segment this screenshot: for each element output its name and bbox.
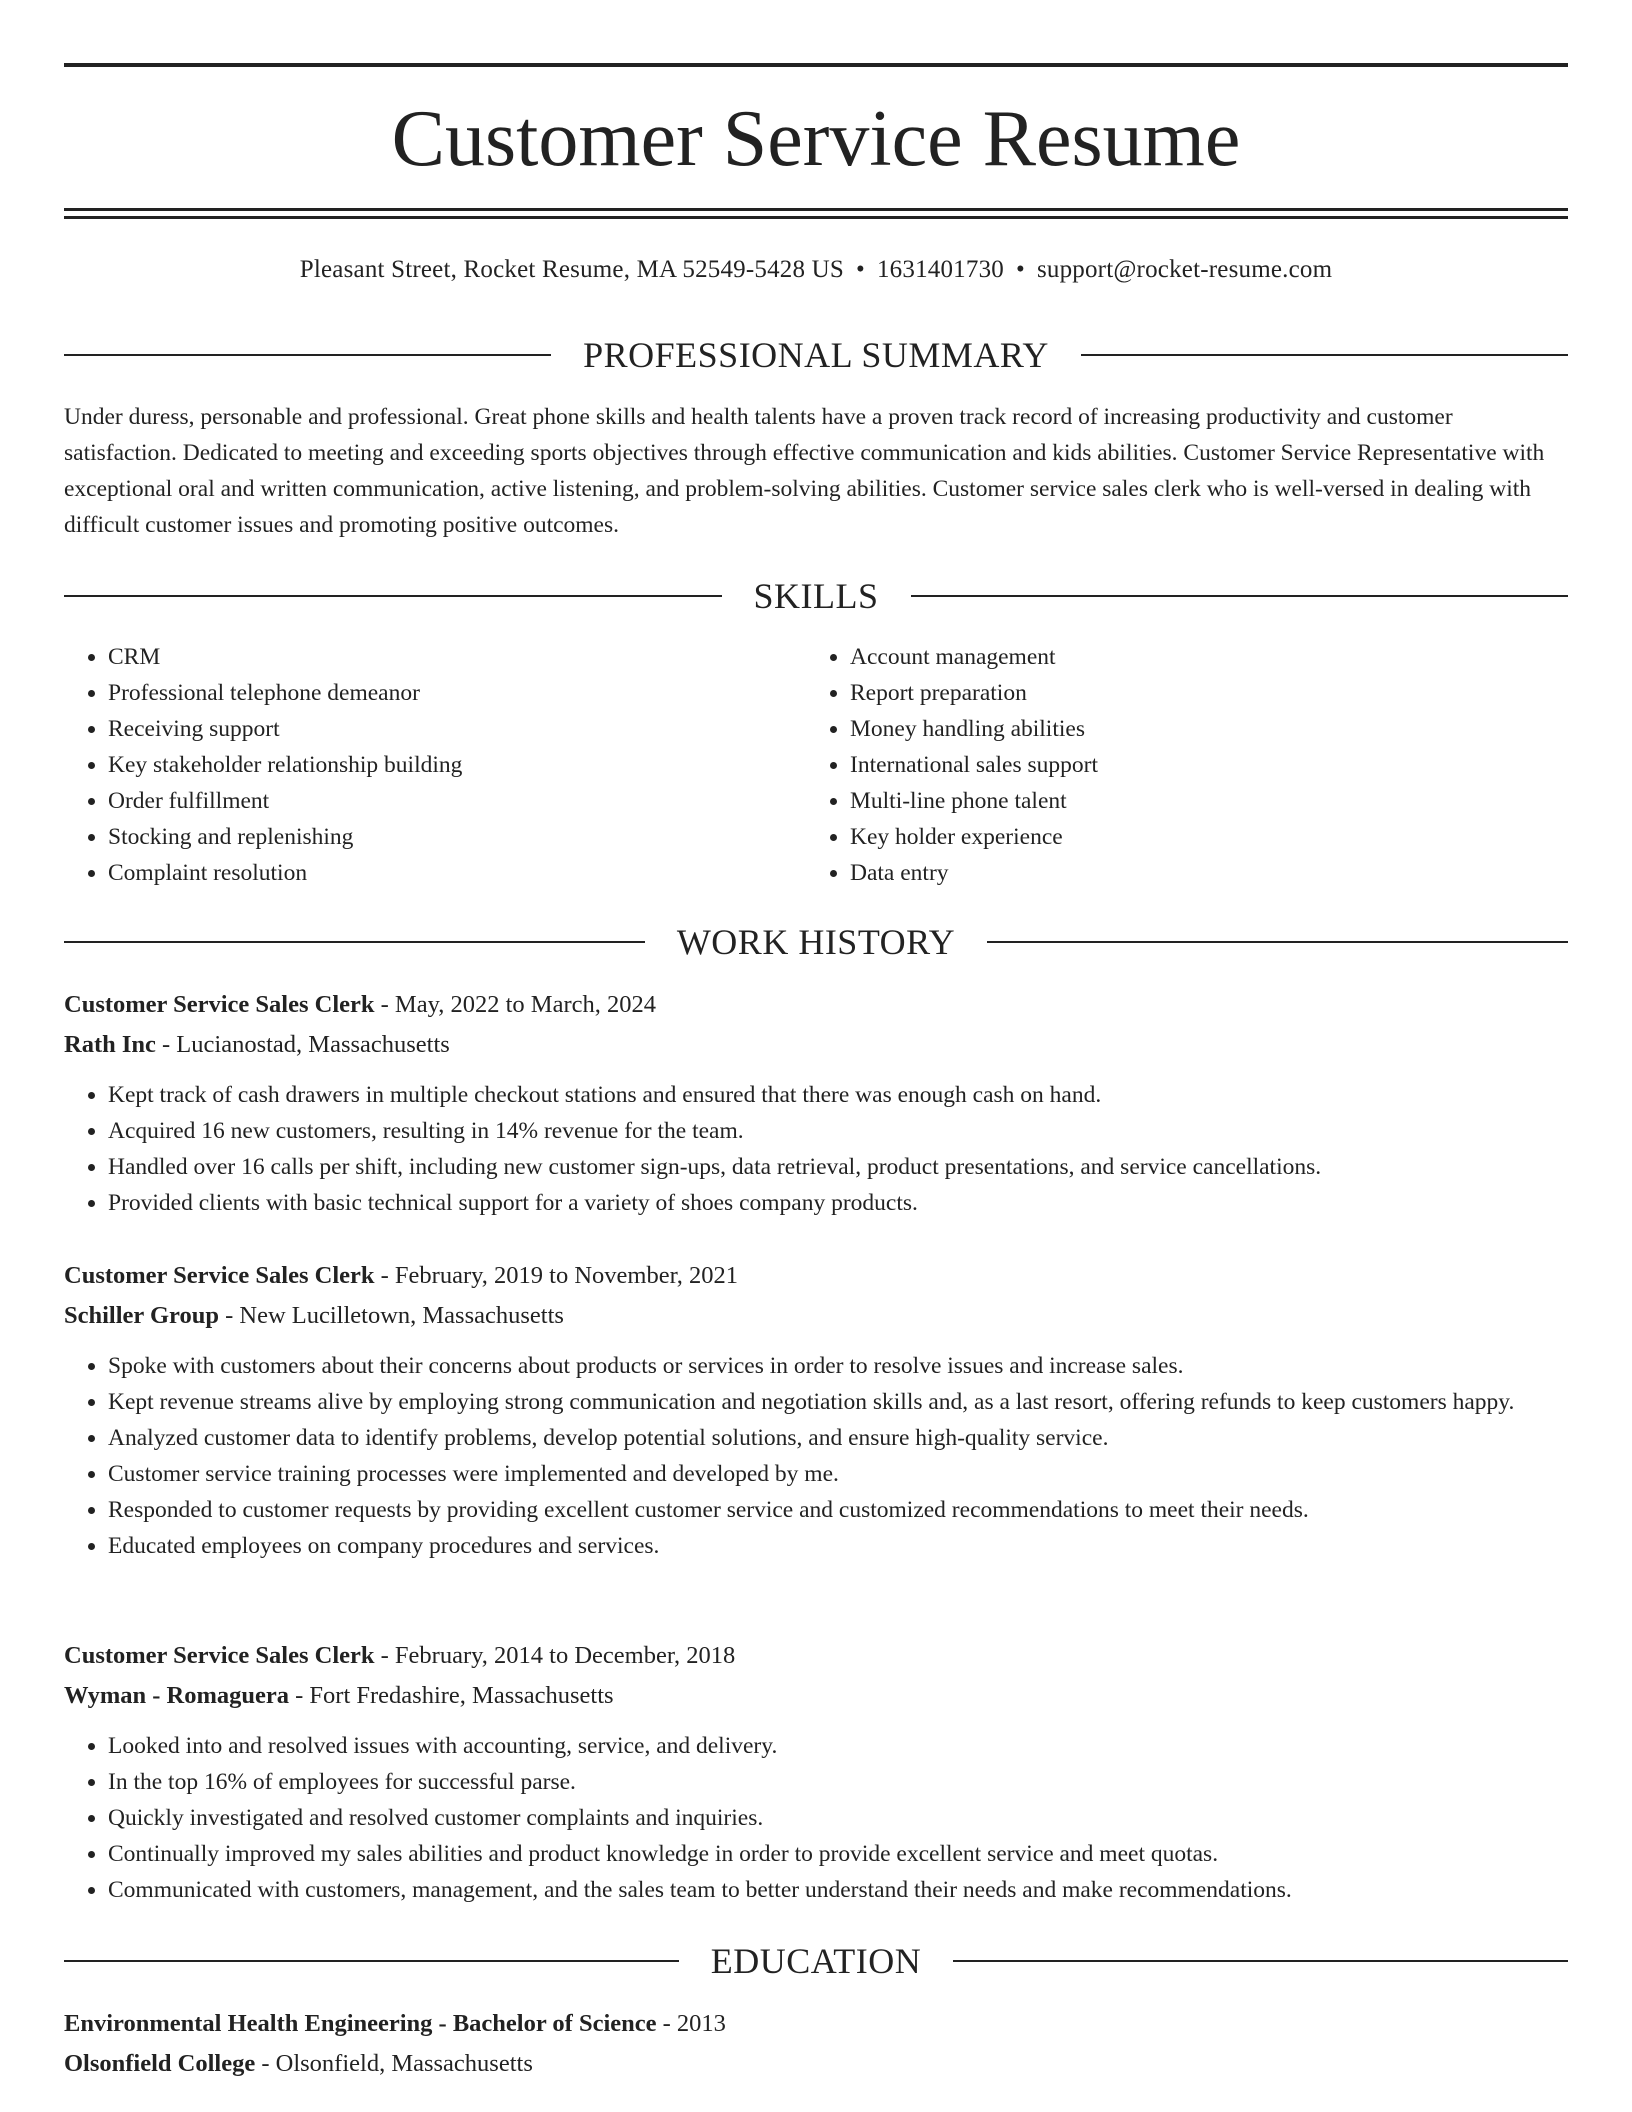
skills-column-right	[806, 639, 1546, 891]
section-rule	[953, 1960, 1568, 1962]
job-location: - Fort Fredashire, Massachusetts	[289, 1682, 614, 1709]
education-year: - 2013	[656, 2010, 726, 2037]
job-bullet: • Spoke with customers about their concerns about products or services in order to resolve issues and increase sales.	[108, 1348, 1568, 1384]
job-bullets	[64, 1728, 1568, 1908]
contact-separator: •	[1015, 256, 1025, 283]
job-bullet: • Kept revenue streams alive by employing strong communication and negotiation skills and, as a last resort, offering refunds to keep customers happy.	[108, 1384, 1568, 1420]
section-rule	[911, 595, 1569, 597]
job-bullets	[64, 1077, 1568, 1221]
skill-item: • Stocking and replenishing	[108, 819, 784, 855]
job-company-line	[64, 1676, 1568, 1716]
education-school-line	[64, 2044, 1568, 2084]
skill-item: • Professional telephone demeanor	[108, 675, 784, 711]
title-double-rule-upper	[64, 208, 1568, 211]
education-location: - Olsonfield, Massachusetts	[255, 2050, 533, 2077]
contact-email: support@rocket-resume.com	[1036, 256, 1333, 283]
summary-text: Under duress, personable and professional. Great phone skills and health talents have a proven track record of increasing productivity and customer satisfaction. Dedicated to meeting and exceeding sports objectives through effective communication and kids abilities. Customer Service Representative with exceptional oral and written communication, active listening, and problem-solving abilities. Customer service sales clerk who is well-versed in dealing with difficult customer issues and promoting positive outcomes.	[64, 404, 1545, 538]
job-bullets	[64, 1348, 1568, 1564]
job-bullet: • Analyzed customer data to identify problems, develop potential solutions, and ensure high-quality service.	[108, 1420, 1568, 1456]
section-rule	[64, 941, 645, 943]
section-header-work	[64, 920, 1568, 964]
job-bullet: • Looked into and resolved issues with accounting, service, and delivery.	[108, 1728, 1568, 1764]
section-title: EDUCATION	[710, 1941, 922, 1981]
job-bullet: • Customer service training processes were implemented and developed by me.	[108, 1456, 1568, 1492]
skill-item: • CRM	[108, 639, 784, 675]
skill-item: • Money handling abilities	[850, 711, 1546, 747]
skill-item: • Receiving support	[108, 711, 784, 747]
job-location: - New Lucilletown, Massachusetts	[218, 1302, 564, 1329]
job-title: Customer Service Sales Clerk	[64, 1642, 375, 1669]
job-bullet: • Provided clients with basic technical support for a variety of shoes company products.	[108, 1185, 1568, 1221]
job-dates: - February, 2014 to December, 2018	[374, 1642, 736, 1669]
job-dates: - May, 2022 to March, 2024	[374, 991, 656, 1018]
job-bullet: • Handled over 16 calls per shift, including new customer sign-ups, data retrieval, product presentations, and service cancellations.	[108, 1149, 1568, 1185]
skill-item: • Key stakeholder relationship building	[108, 747, 784, 783]
job-location: - Lucianostad, Massachusetts	[155, 1031, 450, 1058]
skill-item: • Report preparation	[850, 675, 1546, 711]
job-bullet: • Acquired 16 new customers, resulting in 14% revenue for the team.	[108, 1113, 1568, 1149]
skill-item: • International sales support	[850, 747, 1546, 783]
section-title: PROFESSIONAL SUMMARY	[583, 335, 1049, 375]
job-company-line	[64, 1296, 1568, 1336]
skill-item: • Data entry	[850, 855, 1546, 891]
section-header-summary	[64, 333, 1568, 377]
job-bullet: • Continually improved my sales abilities and product knowledge in order to provide excellent service and meet quotas.	[108, 1836, 1568, 1872]
section-title: WORK HISTORY	[676, 922, 956, 962]
skill-item: • Multi-line phone talent	[850, 783, 1546, 819]
section-rule	[64, 1960, 679, 1962]
education-degree: Environmental Health Engineering - Bachelor of Science	[64, 2010, 657, 2037]
section-title: SKILLS	[753, 576, 879, 616]
top-rule	[64, 63, 1568, 67]
job-title: Customer Service Sales Clerk	[64, 991, 375, 1018]
skill-item: • Key holder experience	[850, 819, 1546, 855]
section-rule	[64, 595, 722, 597]
job-title-line	[64, 985, 1568, 1025]
skills-column-left	[64, 639, 784, 891]
job-company-line	[64, 1025, 1568, 1065]
job-title-line	[64, 1636, 1568, 1676]
job-dates: - February, 2019 to November, 2021	[374, 1262, 738, 1289]
education-entry	[64, 2004, 1568, 2084]
skills-list	[806, 639, 1546, 891]
job-bullet: • Quickly investigated and resolved customer complaints and inquiries.	[108, 1800, 1568, 1836]
education-degree-line	[64, 2004, 1568, 2044]
skill-item: • Account management	[850, 639, 1546, 675]
job-entry	[64, 1636, 1568, 1908]
job-bullet: • In the top 16% of employees for successful parse.	[108, 1764, 1568, 1800]
section-rule	[1081, 354, 1568, 356]
job-title: Customer Service Sales Clerk	[64, 1262, 375, 1289]
page-title: Customer Service Resume	[391, 95, 1241, 183]
job-bullet: • Communicated with customers, management, and the sales team to better understand their needs and make recommendations.	[108, 1872, 1568, 1908]
skill-item: • Order fulfillment	[108, 783, 784, 819]
contact-phone: 1631401730	[876, 256, 1004, 283]
job-title-line	[64, 1256, 1568, 1296]
job-bullet: • Responded to customer requests by providing excellent customer service and customized recommendations to meet their needs.	[108, 1492, 1568, 1528]
job-company: Wyman - Romaguera	[64, 1682, 290, 1709]
skills-list	[64, 639, 784, 891]
section-header-education	[64, 1939, 1568, 1983]
section-rule	[987, 941, 1568, 943]
job-company: Schiller Group	[64, 1302, 219, 1329]
contact-line	[64, 253, 1568, 287]
contact-address: Pleasant Street, Rocket Resume, MA 52549-5428 US	[299, 256, 845, 283]
education-school: Olsonfield College	[64, 2050, 256, 2077]
section-rule	[64, 354, 551, 356]
job-entry	[64, 985, 1568, 1221]
job-entry	[64, 1256, 1568, 1564]
section-header-skills	[64, 574, 1568, 618]
skill-item: • Complaint resolution	[108, 855, 784, 891]
job-bullet: • Educated employees on company procedures and services.	[108, 1528, 1568, 1564]
job-bullet: • Kept track of cash drawers in multiple checkout stations and ensured that there was enough cash on hand.	[108, 1077, 1568, 1113]
title-double-rule-lower	[64, 216, 1568, 219]
contact-separator: •	[856, 256, 865, 283]
job-company: Rath Inc	[64, 1031, 156, 1058]
